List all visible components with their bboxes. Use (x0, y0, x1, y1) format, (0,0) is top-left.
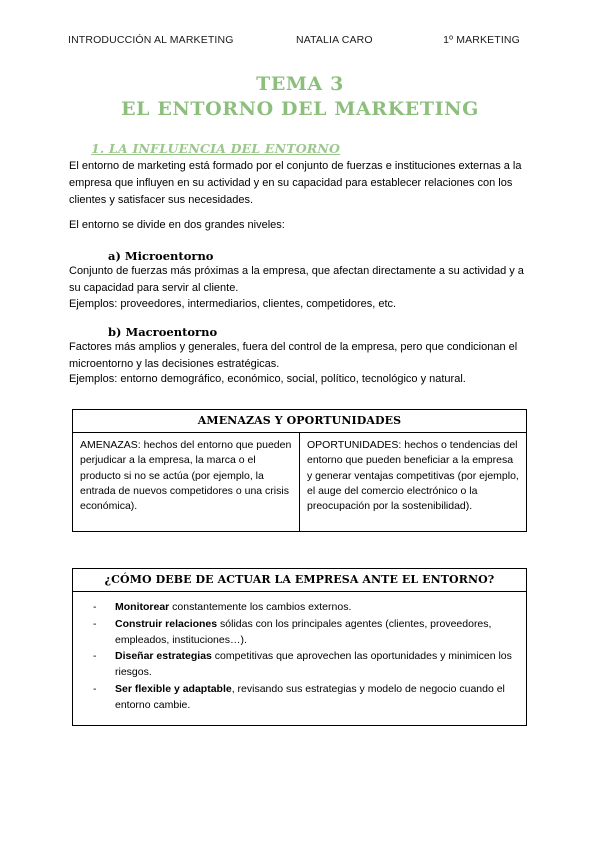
actions-list (77, 600, 516, 713)
list-item-lead: Construir relaciones (115, 617, 218, 630)
list-item-text: competitivas que aprovechen las oportunidades y minimicen los riesgos. (115, 650, 512, 678)
section-heading-1: 1. LA INFLUENCIA DEL ENTORNO (91, 141, 341, 156)
table-row (73, 433, 527, 532)
microentorno-examples: Ejemplos: proveedores, intermediarios, clientes, competidores, etc. (69, 298, 397, 310)
list-item-text: constantemente los cambios externos. (169, 601, 352, 613)
title-topic-name: EL ENTORNO DEL MARKETING (121, 98, 479, 121)
document-header (68, 34, 520, 46)
table-row (73, 592, 527, 726)
threats-table-title: AMENAZAS Y OPORTUNIDADES (73, 410, 527, 433)
section-intro-paragraph: El entorno de marketing está formado por el conjunto de fuerzas e instituciones externas a la empresa que influyen en su actividad y en su capacidad para establecer relaciones con los clientes y satisfacer sus necesidades. (69, 160, 522, 207)
levels-lead-in: El entorno se divide en dos grandes niveles: (69, 219, 285, 231)
company-actions-table (72, 568, 527, 726)
subheading-microentorno: a) Microentorno (108, 249, 214, 263)
actions-cell (73, 592, 527, 726)
page-title (0, 72, 600, 122)
list-item-lead: Ser flexible y adaptable (115, 682, 232, 695)
header-author: NATALIA CARO (296, 34, 373, 46)
bullet-marker: - (93, 650, 97, 663)
bullet-marker: - (93, 682, 97, 695)
list-item-lead: Diseñar estrategias (115, 650, 212, 663)
list-item-text: sólidas con los principales agentes (clientes, proveedores, empleados, instituciones…). (115, 617, 492, 646)
threats-cell: AMENAZAS: hechos del entorno que pueden perjudicar a la empresa, la marca o el producto si no se actúa (por ejemplo, la entrada de nuevos competidores o una crisis económica). (73, 433, 300, 532)
list-item (77, 600, 516, 616)
header-program: 1º MARKETING (443, 34, 520, 46)
list-item-text: , revisando sus estrategias y modelo de negocio cuando el entorno cambie. (115, 682, 505, 711)
subheading-macroentorno: b) Macroentorno (108, 325, 218, 339)
table-header-row (73, 410, 527, 433)
table-header-row (73, 569, 527, 592)
macroentorno-examples: Ejemplos: entorno demográfico, económico, social, político, tecnológico y natural. (69, 373, 466, 385)
threats-opportunities-table (72, 409, 527, 532)
actions-table-title: ¿CÓMO DEBE DE ACTUAR LA EMPRESA ANTE EL ENTORNO? (73, 569, 527, 592)
macroentorno-description: Factores más amplios y generales, fuera del control de la empresa, pero que condicionan el microentorno y las decisiones estratégicas. (69, 341, 518, 371)
header-course: INTRODUCCIÓN AL MARKETING (68, 34, 234, 46)
list-item (77, 617, 516, 649)
bullet-marker: - (93, 601, 97, 613)
list-item-lead: Monitorear (115, 601, 170, 613)
title-topic-number: TEMA 3 (256, 73, 344, 95)
list-item (77, 682, 516, 714)
microentorno-description: Conjunto de fuerzas más próximas a la empresa, que afectan directamente a su actividad y a su capacidad para servir al cliente. (69, 265, 524, 295)
opportunities-cell: OPORTUNIDADES: hechos o tendencias del entorno que pueden beneficiar a la empresa y generar ventajas competitivas (por ejemplo, el auge del comercio electrónico o la preocupación por la sostenibilidad). (300, 433, 527, 532)
bullet-marker: - (93, 617, 97, 630)
list-item (77, 649, 516, 681)
